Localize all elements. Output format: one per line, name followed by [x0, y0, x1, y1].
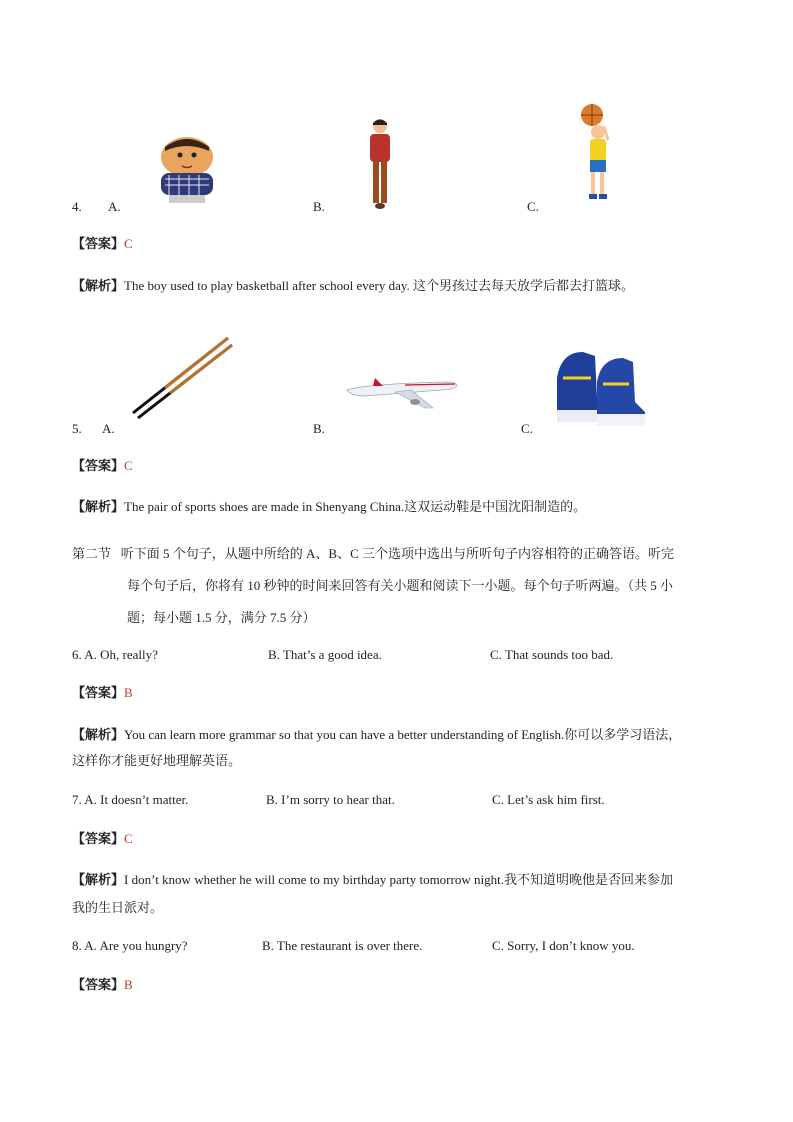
analysis-tag: 【解析】 [72, 727, 125, 742]
boy-standing-picture [364, 117, 396, 212]
q5-option-c[interactable]: C. [521, 421, 533, 436]
section2-instructions-line1: 听下面 5 个句子，从题中所给的 A、B、C 三个选项中选出与所听句子内容相符的正确答语。听完 [120, 546, 674, 561]
q8-answer [72, 976, 133, 994]
analysis-text: The pair of sports shoes are made in Shenyang China.这双运动鞋是中国沈阳制造的。 [124, 499, 587, 514]
q7-option-c[interactable]: C. Let’s ask him first. [492, 792, 605, 807]
airplane-picture [345, 372, 460, 412]
analysis-tag: 【解析】 [72, 278, 125, 293]
answer-letter: B [124, 685, 133, 700]
q4-analysis [72, 277, 634, 295]
q6-analysis-line2: 这样你才能更好地理解英语。 [72, 753, 242, 768]
q5-number: 5. [72, 421, 82, 436]
analysis-text: I don’t know whether he will come to my birthday party tomorrow night.我不知道明晚他是否回来参加 [124, 872, 673, 887]
boy-basketball-picture [578, 104, 614, 204]
q7-analysis-line1 [72, 871, 673, 889]
q5-analysis [72, 498, 586, 516]
analysis-text: The boy used to play basketball after school every day. 这个男孩过去每天放学后都去打篮球。 [124, 278, 635, 293]
sports-shoes-picture [553, 348, 648, 428]
q8-option-c[interactable]: C. Sorry, I don’t know you. [492, 938, 635, 953]
analysis-tag: 【解析】 [72, 499, 125, 514]
q7-answer [72, 830, 133, 848]
answer-letter: B [124, 977, 133, 992]
analysis-text: You can learn more grammar so that you can have a better understanding of English.你可以多学习语法， [124, 727, 682, 742]
q6-option-c[interactable]: C. That sounds too bad. [490, 647, 614, 662]
q4-answer [72, 235, 133, 253]
analysis-tag: 【解析】 [72, 872, 125, 887]
answer-letter: C [124, 831, 133, 846]
q6-analysis-line1 [72, 726, 681, 744]
q8-option-a[interactable]: 8. A. Are you hungry? [72, 938, 188, 953]
answer-letter: C [124, 458, 133, 473]
answer-tag: 【答案】 [72, 977, 125, 992]
q5-answer [72, 457, 133, 475]
q5-option-b[interactable]: B. [313, 421, 325, 436]
q4-number: 4. [72, 199, 82, 214]
q8-option-b[interactable]: B. The restaurant is over there. [262, 938, 423, 953]
answer-letter: C [124, 236, 133, 251]
q6-option-b[interactable]: B. That’s a good idea. [268, 647, 382, 662]
q7-option-b[interactable]: B. I’m sorry to hear that. [266, 792, 395, 807]
q4-option-c[interactable]: C. [527, 199, 539, 214]
section2-title: 第二节 [72, 546, 112, 561]
section2-instructions-line3: 题；每小题 1.5 分，满分 7.5 分） [127, 610, 316, 625]
q6-option-a[interactable]: 6. A. Oh, really? [72, 647, 158, 662]
section2-instructions-line2: 每个句子后，你将有 10 秒钟的时间来回答有关小题和阅读下一小题。每个句子听两遍。（共 5 小 [127, 578, 674, 593]
q5-option-a[interactable]: A. [102, 421, 115, 436]
answer-tag: 【答案】 [72, 458, 125, 473]
q7-option-a[interactable]: 7. A. It doesn’t matter. [72, 792, 189, 807]
q6-answer [72, 684, 133, 702]
q4-option-a[interactable]: A. [108, 199, 121, 214]
chopsticks-picture [130, 335, 235, 420]
answer-tag: 【答案】 [72, 685, 125, 700]
answer-tag: 【答案】 [72, 236, 125, 251]
q4-option-b[interactable]: B. [313, 199, 325, 214]
q7-analysis-line2: 我的生日派对。 [72, 900, 164, 915]
section2-line1 [72, 545, 674, 563]
boy-sitting-picture [155, 135, 220, 205]
answer-tag: 【答案】 [72, 831, 125, 846]
